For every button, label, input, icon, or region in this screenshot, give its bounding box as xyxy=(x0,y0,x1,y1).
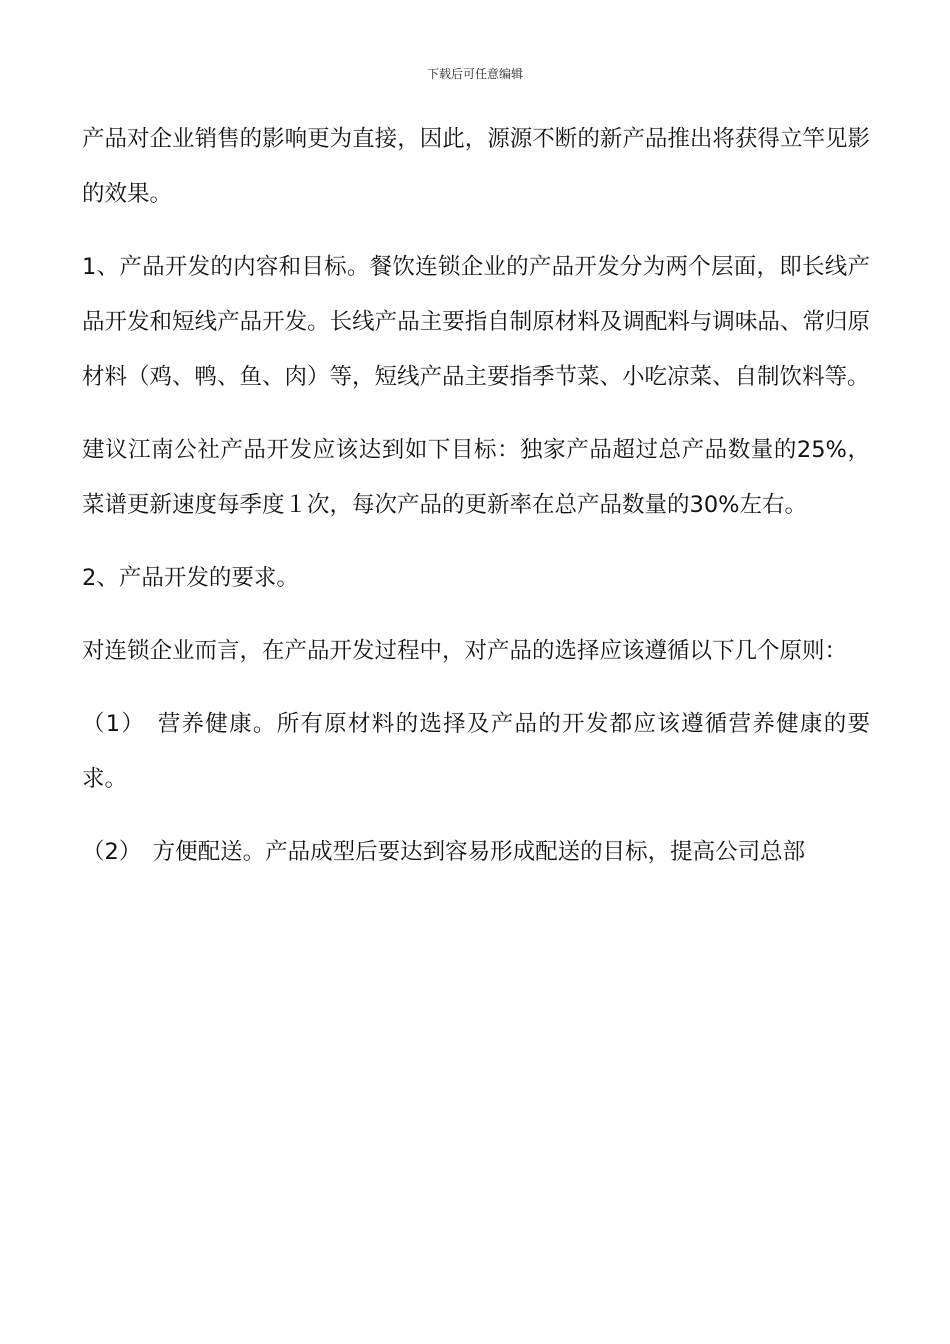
paragraph-product-development-content: 1、产品开发的内容和目标。餐饮连锁企业的产品开发分为两个层面，即长线产品开发和短线产品开发。长线产品主要指自制原材料及调配料与调味品、常归原材料（鸡、鸭、鱼、肉）等，短线产品主要指季节菜、小吃凉菜、自制饮料等。 xyxy=(82,254,870,390)
paragraph-development-goals: 建议江南公社产品开发应该达到如下目标：独家产品超过总产品数量的25%，菜谱更新速度每季度１次，每次产品的更新率在总产品数量的30%左右。 xyxy=(82,437,870,518)
paragraph-principle-2: （2） 方便配送。产品成型后要达到容易形成配送的目标，提高公司总部 xyxy=(82,839,806,865)
page-header: 下载后可任意编辑 xyxy=(426,67,523,81)
paragraph-principles-intro: 对连锁企业而言，在产品开发过程中，对产品的选择应该遵循以下几个原则： xyxy=(82,638,848,664)
paragraph-principle-1: （1） 营养健康。所有原材料的选择及产品的开发都应该遵循营养健康的要求。 xyxy=(82,711,870,792)
document-body xyxy=(82,112,870,880)
paragraph-intro: 产品对企业销售的影响更为直接，因此，源源不断的新产品推出将获得立竿见影的效果。 xyxy=(82,126,870,207)
paragraph-requirements-heading: 2、产品开发的要求。 xyxy=(82,565,299,591)
